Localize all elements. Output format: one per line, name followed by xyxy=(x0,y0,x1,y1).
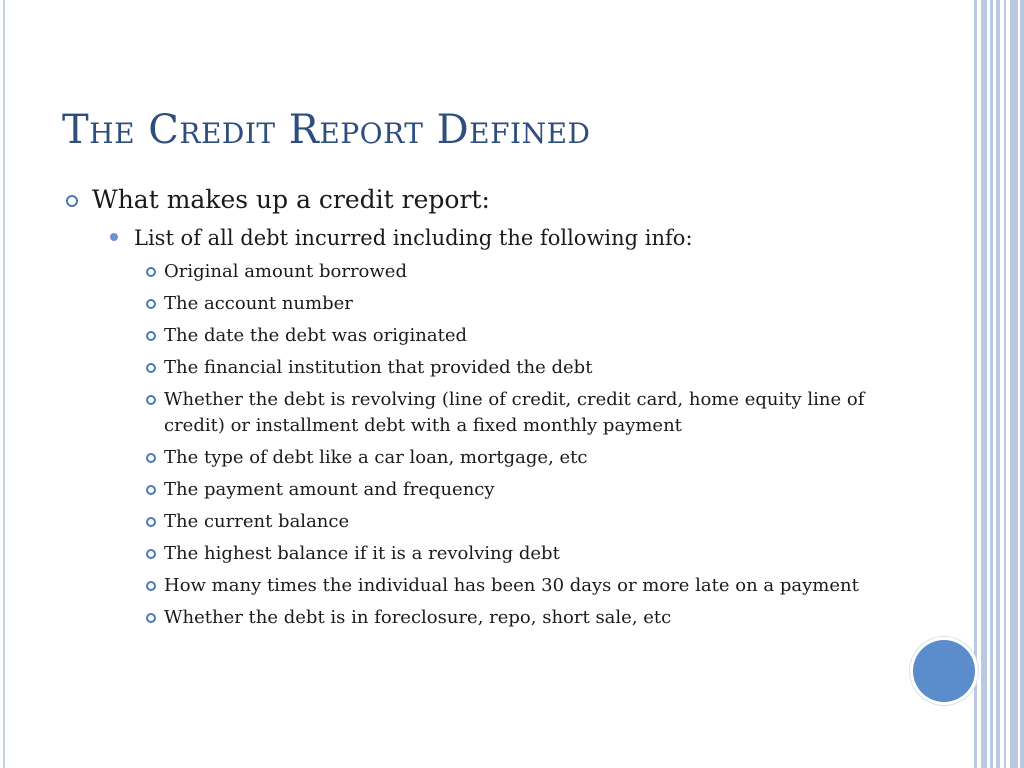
list-item-text: How many times the individual has been 30 days or more late on a payment xyxy=(164,575,859,596)
ring-bullet-icon xyxy=(146,549,156,559)
list-item xyxy=(62,541,882,567)
list-item-text: Whether the debt is in foreclosure, repo, short sale, etc xyxy=(164,607,672,628)
stripe xyxy=(1004,0,1006,768)
ring-bullet-icon xyxy=(146,331,156,341)
ring-bullet-icon xyxy=(146,613,156,623)
list-item-text: The payment amount and frequency xyxy=(164,479,495,500)
list-item xyxy=(62,605,882,631)
list-item-text: The account number xyxy=(164,293,353,314)
list-item-text: Original amount borrowed xyxy=(164,261,407,282)
slide-content xyxy=(62,183,882,631)
slide-title: The Credit Report Defined xyxy=(62,107,591,153)
stripe xyxy=(1020,0,1024,768)
left-border-line xyxy=(3,0,5,768)
ring-bullet-icon xyxy=(146,395,156,405)
list-item-text: The current balance xyxy=(164,511,350,532)
bullet-level-1 xyxy=(62,183,882,217)
bullet-text: What makes up a credit report: xyxy=(92,185,490,214)
decorative-circle xyxy=(913,640,975,702)
ring-bullet-icon xyxy=(146,453,156,463)
list-item-text: Whether the debt is revolving (line of credit, credit card, home equity line of credit) or installment debt with a fixed monthly payment xyxy=(164,389,865,436)
list-item-text: The highest balance if it is a revolving debt xyxy=(164,543,560,564)
list-item xyxy=(62,509,882,535)
bullet-text: List of all debt incurred including the following info: xyxy=(134,226,693,250)
ring-bullet-icon xyxy=(146,485,156,495)
stripe xyxy=(974,0,977,768)
ring-bullet-icon xyxy=(146,299,156,309)
list-item-text: The date the debt was originated xyxy=(164,325,467,346)
stripe xyxy=(1010,0,1018,768)
ring-bullet-icon xyxy=(66,195,78,207)
list-item xyxy=(62,387,882,439)
list-item xyxy=(62,259,882,285)
ring-bullet-icon xyxy=(146,267,156,277)
bullet-level-2 xyxy=(62,223,882,253)
list-item-text: The financial institution that provided the debt xyxy=(164,357,593,378)
stripe xyxy=(996,0,1000,768)
list-item xyxy=(62,291,882,317)
ring-bullet-icon xyxy=(146,517,156,527)
list-item-text: The type of debt like a car loan, mortgage, etc xyxy=(164,447,588,468)
dot-bullet-icon xyxy=(110,233,118,241)
ring-bullet-icon xyxy=(146,363,156,373)
list-item xyxy=(62,477,882,503)
right-stripe-decoration xyxy=(974,0,1024,768)
stripe xyxy=(990,0,993,768)
list-item xyxy=(62,355,882,381)
list-item xyxy=(62,573,882,599)
list-item xyxy=(62,445,882,471)
stripe xyxy=(981,0,987,768)
ring-bullet-icon xyxy=(146,581,156,591)
list-item xyxy=(62,323,882,349)
